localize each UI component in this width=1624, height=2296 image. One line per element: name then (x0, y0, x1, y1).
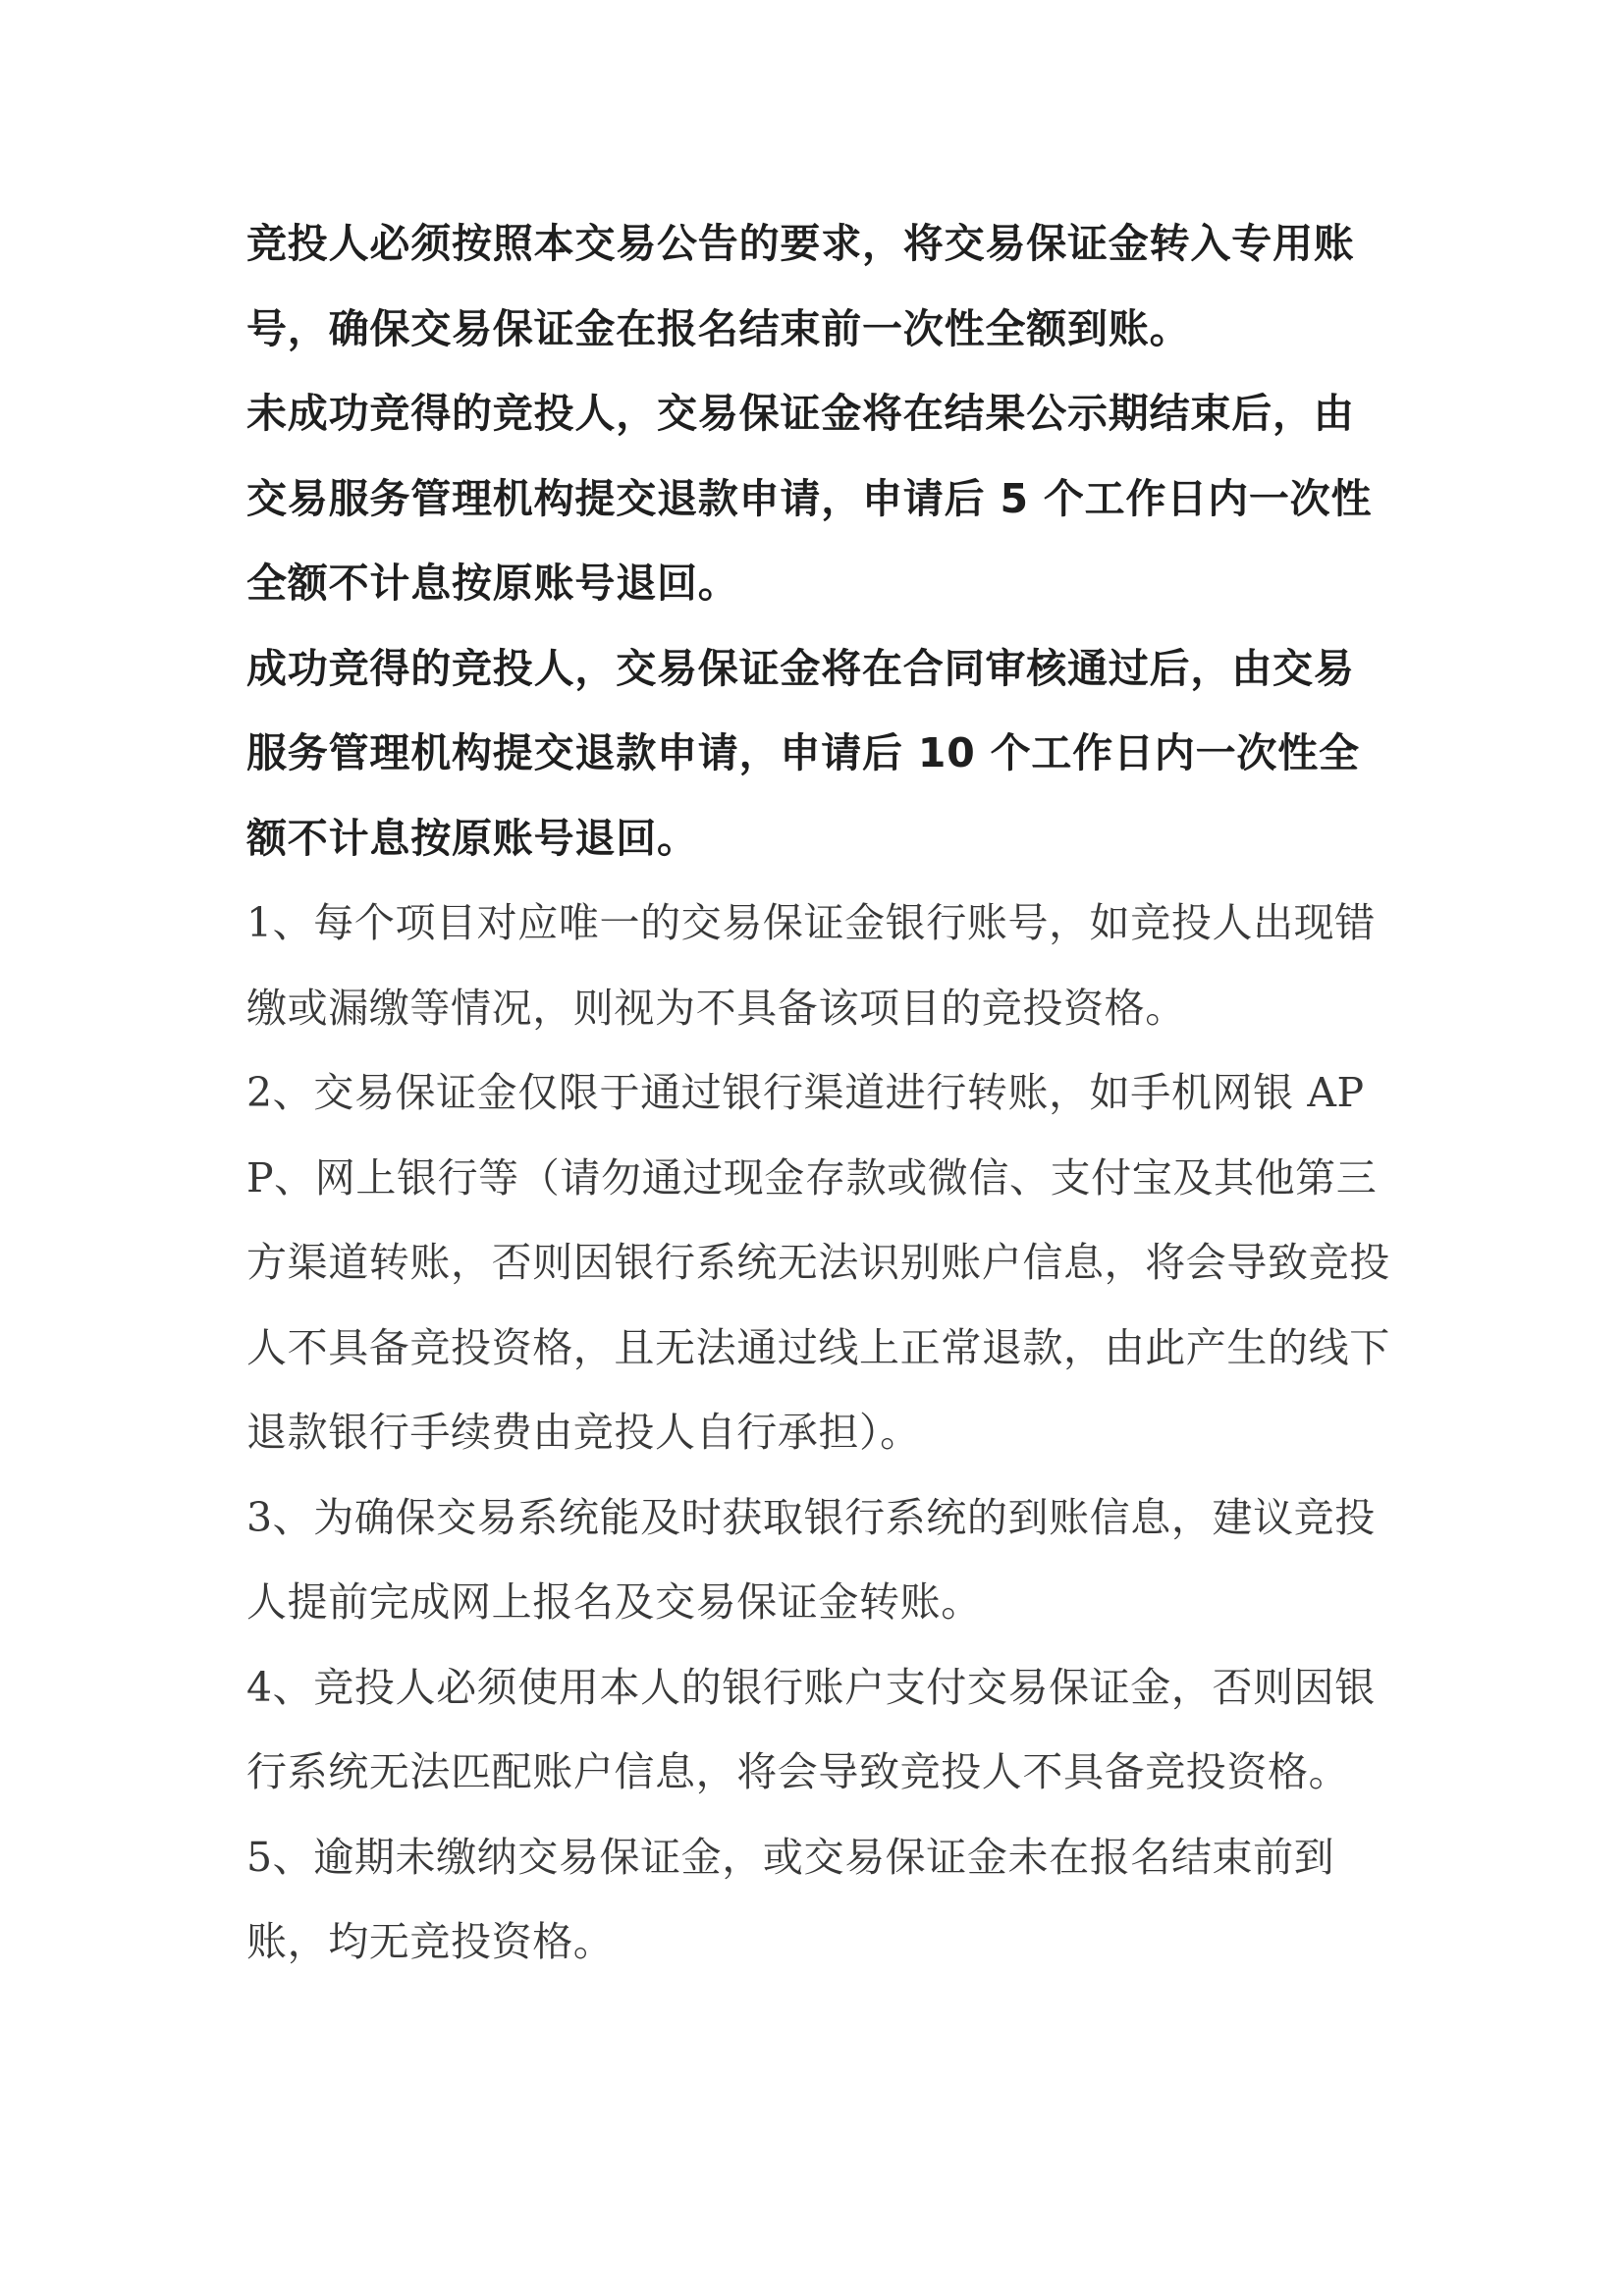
paragraph-refund-successful-bidder: 成功竞得的竞投人，交易保证金将在合同审核通过后，由交易服务管理机构提交退款申请，申请后 10 个工作日内一次性全额不计息按原账号退回。 (246, 644, 1360, 862)
paragraph-note-2: 2、交易保证金仅限于通过银行渠道进行转账，如手机网银 APP、网上银行等（请勿通过现金存款或微信、支付宝及其他第三方渠道转账，否则因银行系统无法识别账户信息，将会导致竞投人不具备竞投资格，且无法通过线上正常退款，由此产生的线下退款银行手续费由竞投人自行承担）。 (246, 1069, 1390, 1456)
paragraph-note-1: 1、每个项目对应唯一的交易保证金银行账号，如竞投人出现错缴或漏缴等情况，则视为不具备该项目的竞投资格。 (246, 899, 1376, 1032)
paragraph-note-3: 3、为确保交易系统能及时获取银行系统的到账信息，建议竞投人提前完成网上报名及交易保证金转账。 (246, 1493, 1376, 1626)
paragraph-deposit-requirement: 竞投人必须按照本交易公告的要求，将交易保证金转入专用账号，确保交易保证金在报名结束前一次性全额到账。 (246, 220, 1355, 352)
paragraph-note-4: 4、竞投人必须使用本人的银行账户支付交易保证金，否则因银行系统无法匹配账户信息，将会导致竞投人不具备竞投资格。 (246, 1663, 1376, 1795)
document-body (246, 201, 1390, 1985)
paragraph-refund-unsuccessful-bidder: 未成功竞得的竞投人，交易保证金将在结果公示期结束后，由交易服务管理机构提交退款申请，申请后 5 个工作日内一次性全额不计息按原账号退回。 (246, 390, 1373, 607)
paragraph-note-5: 5、逾期未缴纳交易保证金，或交易保证金未在报名结束前到账，均无竞投资格。 (246, 1833, 1335, 1965)
